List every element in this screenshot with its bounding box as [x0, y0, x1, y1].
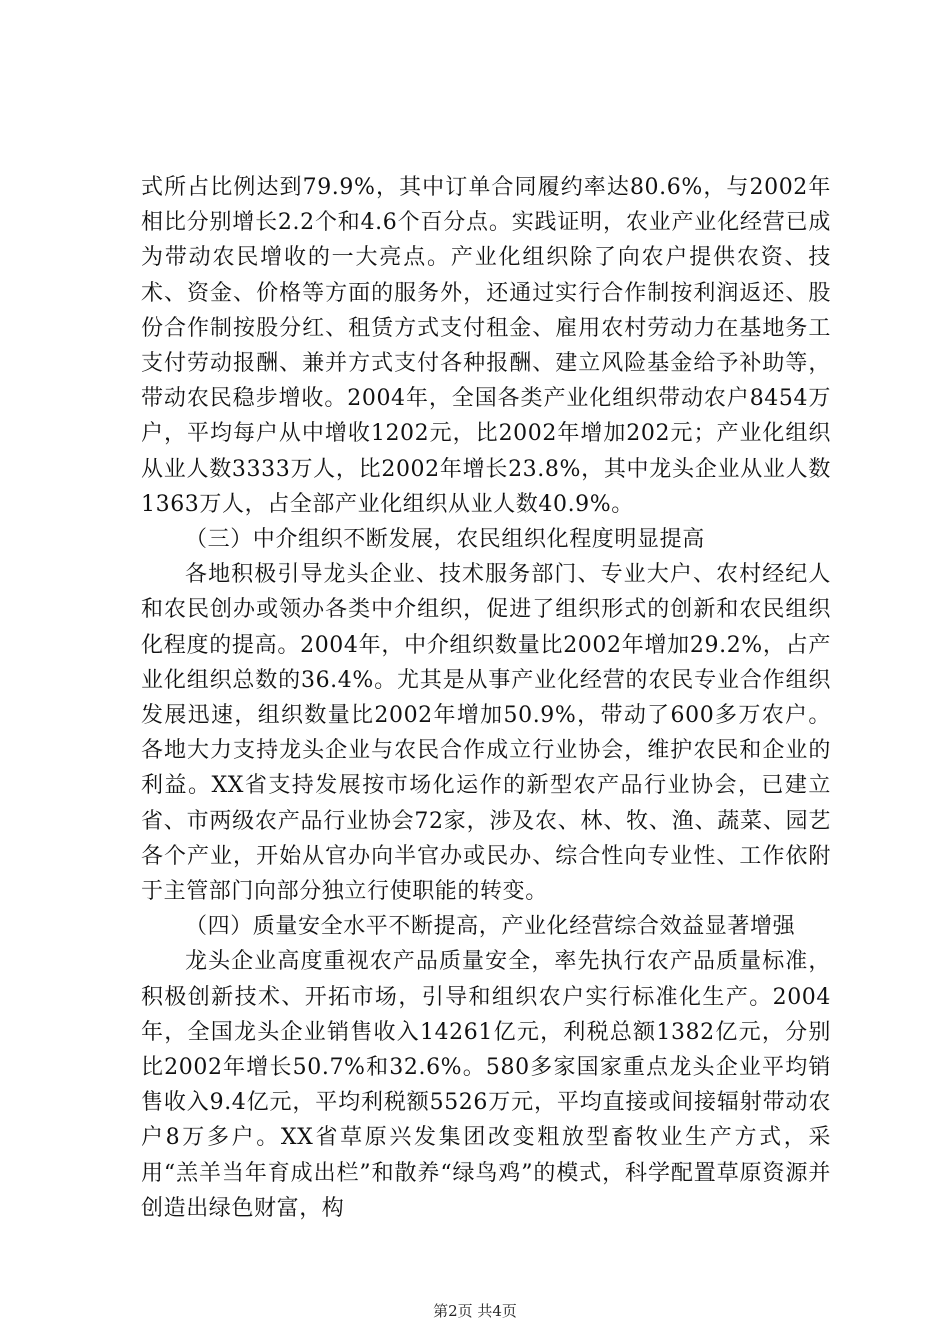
section-heading-4: （四）质量安全水平不断提高，产业化经营综合效益显著增强: [185, 914, 796, 940]
page-number-footer: 第2页 共4页: [433, 1302, 517, 1320]
paragraph-continuation: 式所占比例达到79.9%，其中订单合同履约率达80.6%，与2002年相比分别增长2.2个和4.6个百分点。实践证明，农业产业化经营已成为带动农民增收的一大亮点。产业化组织除了向农户提供农资、技术、资金、价格等方面的服务外，还通过实行合作制按利润返还、股份合作制按股分红、租赁方式支付租金、雇用农村劳动力在基地务工支付劳动报酬、兼并方式支付各种报酬、建立风险基金给予补助等，带动农民稳步增收。2004年，全国各类产业化组织带动农户8454万户，平均每户从中增收1202元，比2002年增加202元；产业化组织从业人数3333万人，比2002年增长23.8%，其中龙头企业从业人数1363万人，占全部产业化组织从业人数40.9%。: [141, 175, 831, 517]
document-body: [141, 170, 831, 1226]
paragraph-intermediary-organizations: 各地积极引导龙头企业、技术服务部门、专业大户、农村经纪人和农民创办或领办各类中介组织，促进了组织形式的创新和农民组织化程度的提高。2004年，中介组织数量比2002年增加29.2%，占产业化组织总数的36.4%。尤其是从事产业化经营的农民专业合作组织发展迅速，组织数量比2002年增加50.9%，带动了600多万农户。各地大力支持龙头企业与农民合作成立行业协会，维护农民和企业的利益。XX省支持发展按市场化运作的新型农产品行业协会，已建立省、市两级农产品行业协会72家，涉及农、林、牧、渔、蔬菜、园艺各个产业，开始从官办向半官办或民办、综合性向专业性、工作依附于主管部门向部分独立行使职能的转变。: [141, 562, 831, 905]
section-heading-3: （三）中介组织不断发展，农民组织化程度明显提高: [185, 527, 705, 553]
paragraph-quality-safety: 龙头企业高度重视农产品质量安全，率先执行农产品质量标准，积极创新技术、开拓市场，引导和组织农户实行标准化生产。2004年，全国龙头企业销售收入14261亿元，利税总额1382亿元，分别比2002年增长50.7%和32.6%。580多家国家重点龙头企业平均销售收入9.4亿元，平均利税额5526万元，平均直接或间接辐射带动农户8万多户。XX省草原兴发集团改变粗放型畜牧业生产方式，采用“羔羊当年育成出栏”和散养“绿鸟鸡”的模式，科学配置草原资源并创造出绿色财富，构: [141, 949, 831, 1221]
